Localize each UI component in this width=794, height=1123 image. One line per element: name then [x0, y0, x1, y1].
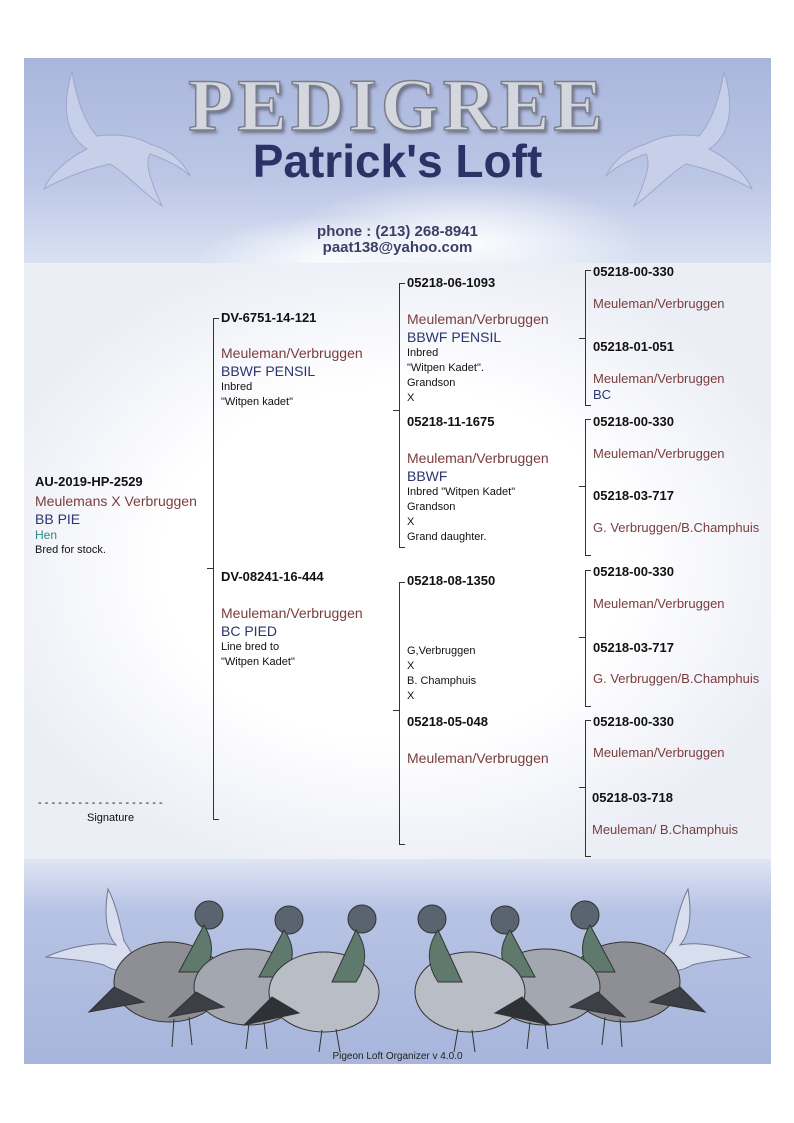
bracket-tick	[585, 419, 591, 420]
standing-pigeons-right-icon	[410, 887, 710, 1057]
great-grandparent-ring: 05218-01-051	[593, 339, 674, 354]
grandparent-color: BBWF	[407, 468, 448, 484]
grandparent-note: "Witpen Kadet".	[407, 362, 484, 374]
great-grandparent-breeder: G. Verbruggen/B.Champhuis	[593, 520, 760, 535]
great-grandparent-ring: 05218-03-718	[592, 790, 673, 805]
bracket-tick	[585, 856, 591, 857]
grandparent-ring: 05218-11-1675	[407, 414, 495, 429]
grandparent-note: X	[407, 516, 415, 528]
signature-label: Signature	[87, 812, 135, 824]
great-grandparent-ring: 05218-00-330	[593, 414, 674, 429]
bracket-tick	[393, 410, 399, 411]
grandparent-note: Inbred "Witpen Kadet"	[407, 486, 516, 498]
bracket-gp1	[585, 419, 586, 556]
great-grandparent-ring: 05218-00-330	[593, 564, 674, 579]
great-grandparent-ring: 05218-03-717	[593, 488, 674, 503]
sire-note: Inbred	[221, 381, 253, 393]
bracket-tick	[399, 844, 405, 845]
great-grandparent-breeder: Meuleman/Verbruggen	[593, 745, 725, 760]
great-grandparent-ring: 05218-00-330	[593, 714, 674, 729]
great-grandparent-breeder: Meuleman/Verbruggen	[593, 446, 725, 461]
bracket-gp3	[585, 720, 586, 857]
grandparent-note: B. Champhuis	[407, 675, 477, 687]
bracket-tick	[585, 570, 591, 571]
dam-breeder: Meuleman/Verbruggen	[221, 605, 363, 621]
great-grandparent-color: BC	[593, 387, 612, 402]
bracket-tick	[213, 318, 219, 319]
grandparent-note: Grand daughter.	[407, 531, 487, 543]
bracket-tick	[585, 706, 591, 707]
bracket-tick	[399, 283, 405, 284]
bracket-tick	[585, 405, 591, 406]
bracket-gp2	[585, 570, 586, 707]
grandparent-breeder: Meuleman/Verbruggen	[407, 450, 549, 466]
software-credit: Pigeon Loft Organizer v 4.0.0	[332, 1051, 463, 1062]
grandparent-note: Grandson	[407, 501, 456, 513]
bracket-tick	[585, 720, 591, 721]
grandparent-color: BBWF PENSIL	[407, 329, 502, 345]
bracket-gp0	[585, 270, 586, 406]
bracket-sire	[399, 283, 400, 548]
grandparent-breeder: Meuleman/Verbruggen	[407, 750, 549, 766]
dam-note: Line bred to	[221, 641, 280, 653]
great-grandparent-breeder: Meuleman/ B.Champhuis	[592, 822, 738, 837]
phone-number: phone : (213) 268-8941	[317, 223, 478, 240]
bracket-tick	[579, 338, 585, 339]
sire-ring: DV-6751-14-121	[221, 310, 317, 325]
great-grandparent-breeder: Meuleman/Verbruggen	[593, 596, 725, 611]
great-grandparent-ring: 05218-00-330	[593, 264, 674, 279]
sire-color: BBWF PENSIL	[221, 363, 316, 379]
bracket-tick	[579, 637, 585, 638]
grandparent-breeder: Meuleman/Verbruggen	[407, 311, 549, 327]
dam-note: "Witpen Kadet"	[221, 656, 295, 668]
great-grandparent-breeder: G. Verbruggen/B.Champhuis	[593, 671, 760, 686]
pedigree-title: PEDIGREE	[188, 65, 607, 147]
subject-ring: AU-2019-HP-2529	[35, 474, 143, 489]
subject-note: Bred for stock.	[35, 544, 106, 556]
grandparent-note: X	[407, 690, 415, 702]
bracket-tick	[585, 555, 591, 556]
grandparent-note: Inbred	[407, 347, 439, 359]
great-grandparent-ring: 05218-03-717	[593, 640, 674, 655]
bracket-tick	[213, 819, 219, 820]
subject-breeder: Meulemans X Verbruggen	[35, 493, 197, 509]
grandparent-note: X	[407, 660, 415, 672]
standing-pigeons-left-icon	[84, 887, 384, 1057]
footer-banner	[24, 859, 771, 1064]
grandparent-note: G,Verbruggen	[407, 645, 476, 657]
bracket-tick	[393, 710, 399, 711]
grandparent-ring: 05218-08-1350	[407, 573, 496, 588]
dam-color: BC PIED	[221, 623, 278, 639]
bracket-dam	[399, 582, 400, 845]
bracket-tick	[399, 547, 405, 548]
sire-breeder: Meuleman/Verbruggen	[221, 345, 363, 361]
grandparent-ring: 05218-06-1093	[407, 275, 496, 290]
bracket-tick	[585, 270, 591, 271]
grandparent-ring: 05218-05-048	[407, 714, 488, 729]
loft-name: Patrick's Loft	[252, 135, 543, 187]
signature-line: - - - - - - - - - - - - - - - - - - -	[38, 797, 163, 809]
sire-note: "Witpen kadet"	[221, 396, 294, 408]
bracket-subject	[213, 318, 214, 820]
header-banner	[24, 58, 771, 263]
subject-color: BB PIE	[35, 511, 81, 527]
email-address: paat138@yahoo.com	[322, 239, 473, 256]
great-grandparent-breeder: Meuleman/Verbruggen	[593, 371, 725, 386]
bracket-tick	[207, 568, 213, 569]
pedigree-page	[24, 58, 771, 1064]
grandparent-note: X	[407, 392, 415, 404]
dam-ring: DV-08241-16-444	[221, 569, 324, 584]
bracket-tick	[579, 787, 585, 788]
great-grandparent-breeder: Meuleman/Verbruggen	[593, 296, 725, 311]
grandparent-note: Grandson	[407, 377, 456, 389]
bracket-tick	[399, 582, 405, 583]
subject-sex: Hen	[35, 528, 58, 542]
bracket-tick	[579, 486, 585, 487]
